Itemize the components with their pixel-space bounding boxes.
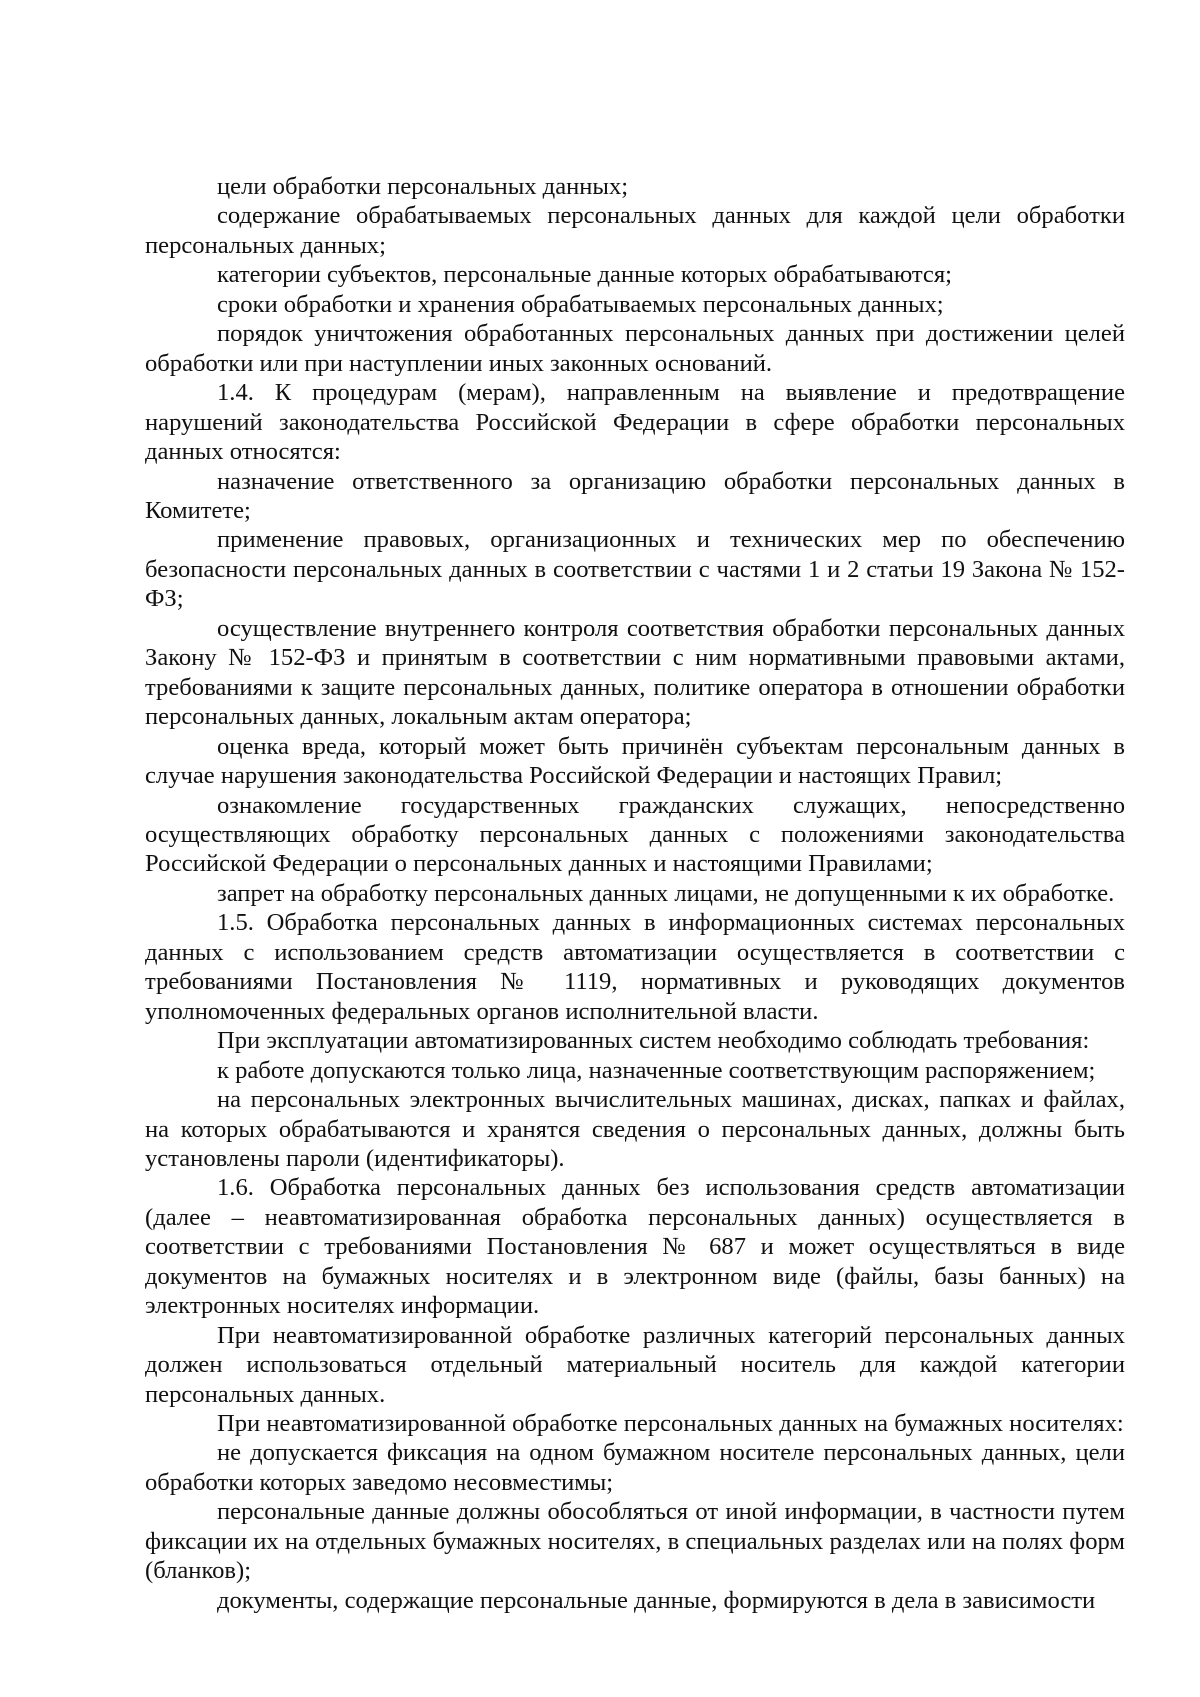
paragraph: запрет на обработку персональных данных лицами, не допущенными к их обработке. xyxy=(217,879,1115,907)
paragraph: персональные данные должны обособляться от иной информации, в частности путем фиксации их на отдельных бумажных носителях, в специальных разделах или на полях форм (бланков); xyxy=(145,1498,1125,1585)
paragraph: ознакомление государственных гражданских служащих, непосредственно осуществляющих обработку персональных данных с положениями законодательства Российской Федерации о персональных данных и настоящими Правилами; xyxy=(145,791,1125,878)
paragraph: 1.6. Обработка персональных данных без использования средств автоматизации (далее – неавтоматизированная обработка персональных данных) осуществляется в соответствии с требованиями Постановления № 687 и может осуществляться в виде документов на бумажных носителях и в электронном виде (файлы, базы банных) на электронных носителях информации. xyxy=(145,1174,1125,1320)
paragraph: При эксплуатации автоматизированных систем необходимо соблюдать требования: xyxy=(217,1027,1090,1055)
paragraph: оценка вреда, который может быть причинён субъектам персональным данных в случае нарушения законодательства Российской Федерации и настоящих Правил; xyxy=(145,732,1125,790)
paragraph: порядок уничтожения обработанных персональных данных при достижении целей обработки или при наступлении иных законных оснований. xyxy=(145,320,1125,377)
paragraph: содержание обрабатываемых персональных данных для каждой цели обработки персональных данных; xyxy=(145,202,1125,259)
paragraph: цели обработки персональных данных; xyxy=(217,173,629,200)
document-body xyxy=(145,172,1125,1615)
paragraph: При неавтоматизированной обработке персональных данных на бумажных носителях: xyxy=(217,1410,1124,1438)
paragraph: на персональных электронных вычислительных машинах, дисках, папках и файлах, на которых обрабатываются и хранятся сведения о персональных данных, должны быть установлены пароли (идентификаторы). xyxy=(145,1086,1125,1172)
paragraph: документы, содержащие персональные данные, формируются в дела в зависимости xyxy=(217,1586,1096,1614)
paragraph: 1.5. Обработка персональных данных в информационных системах персональных данных с использованием средств автоматизации осуществляется в соответствии с требованиями Постановления № 1119, нормативных и руководящих документов уполномоченных федеральных органов исполнительной власти. xyxy=(145,909,1125,1025)
paragraph: не допускается фиксация на одном бумажном носителе персональных данных, цели обработки которых заведомо несовместимы; xyxy=(145,1439,1125,1496)
paragraph: к работе допускаются только лица, назначенные соответствующим распоряжением; xyxy=(217,1056,1096,1084)
paragraph: сроки обработки и хранения обрабатываемых персональных данных; xyxy=(217,290,944,318)
paragraph: категории субъектов, персональные данные которых обрабатываются; xyxy=(217,261,952,289)
paragraph: применение правовых, организационных и технических мер по обеспечению безопасности персональных данных в соответствии с частями 1 и 2 статьи 19 Закона № 152-ФЗ; xyxy=(145,526,1125,613)
paragraph: 1.4. К процедурам (мерам), направленным на выявление и предотвращение нарушений законодательства Российской Федерации в сфере обработки персональных данных относятся: xyxy=(145,379,1125,466)
paragraph: осуществление внутреннего контроля соответствия обработки персональных данных Закону № 152-ФЗ и принятым в соответствии с ним нормативными правовыми актами, требованиями к защите персональных данных, политике оператора в отношении обработки персональных данных, локальным актам оператора; xyxy=(145,614,1125,731)
paragraph: При неавтоматизированной обработке различных категорий персональных данных должен использоваться отдельный материальный носитель для каждой категории персональных данных. xyxy=(145,1321,1125,1408)
paragraph: назначение ответственного за организацию обработки персональных данных в Комитете; xyxy=(145,467,1125,524)
